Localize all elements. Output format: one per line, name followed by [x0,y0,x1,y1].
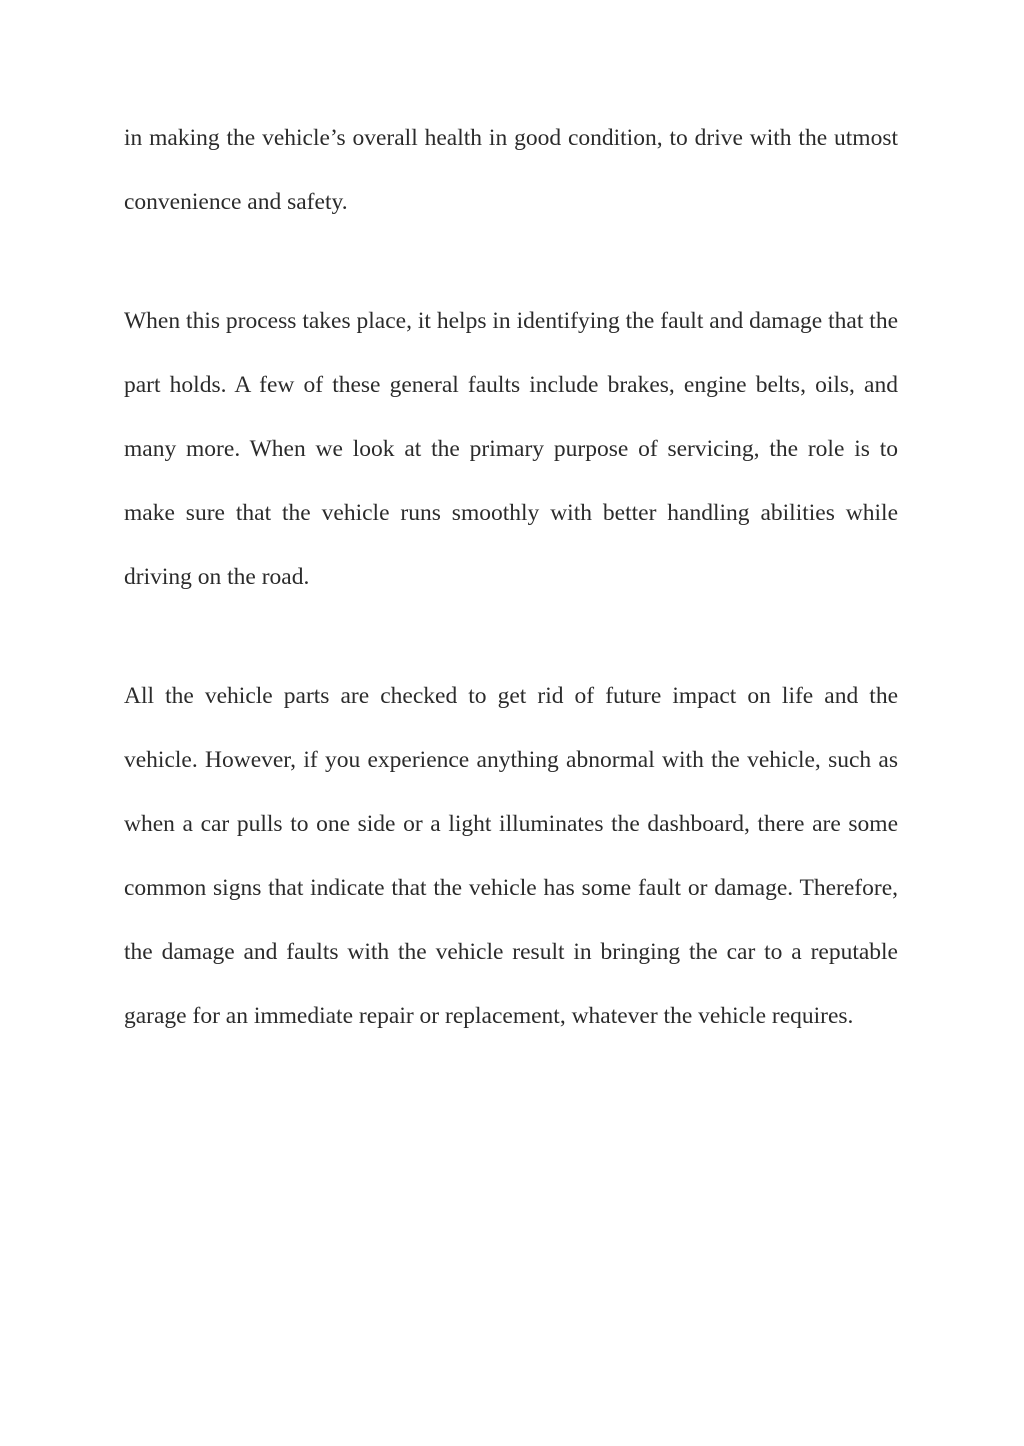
paragraph-2: When this process takes place, it helps in identifying the fault and damage that the part holds. A few of these general faults include brakes, engine belts, oils, and many more. When we look at the primary purpose of servicing, the role is to make sure that the vehicle runs smoothly with better handling abilities while driving on the road. [124,308,898,590]
paragraph-3: All the vehicle parts are checked to get rid of future impact on life and the vehicle. However, if you experience anything abnormal with the vehicle, such as when a car pulls to one side or a light illuminates the dashboard, there are some common signs that indicate that the vehicle has some fault or damage. Therefore, the damage and faults with the vehicle result in bringing the car to a reputable garage for an immediate repair or replacement, whatever the vehicle requires. [124,683,898,1029]
paragraph-spacer [124,609,898,664]
paragraph-1: in making the vehicle’s overall health in good condition, to drive with the utmost convenience and safety. [124,125,898,215]
document-page [124,106,898,1048]
paragraph-spacer [124,234,898,289]
